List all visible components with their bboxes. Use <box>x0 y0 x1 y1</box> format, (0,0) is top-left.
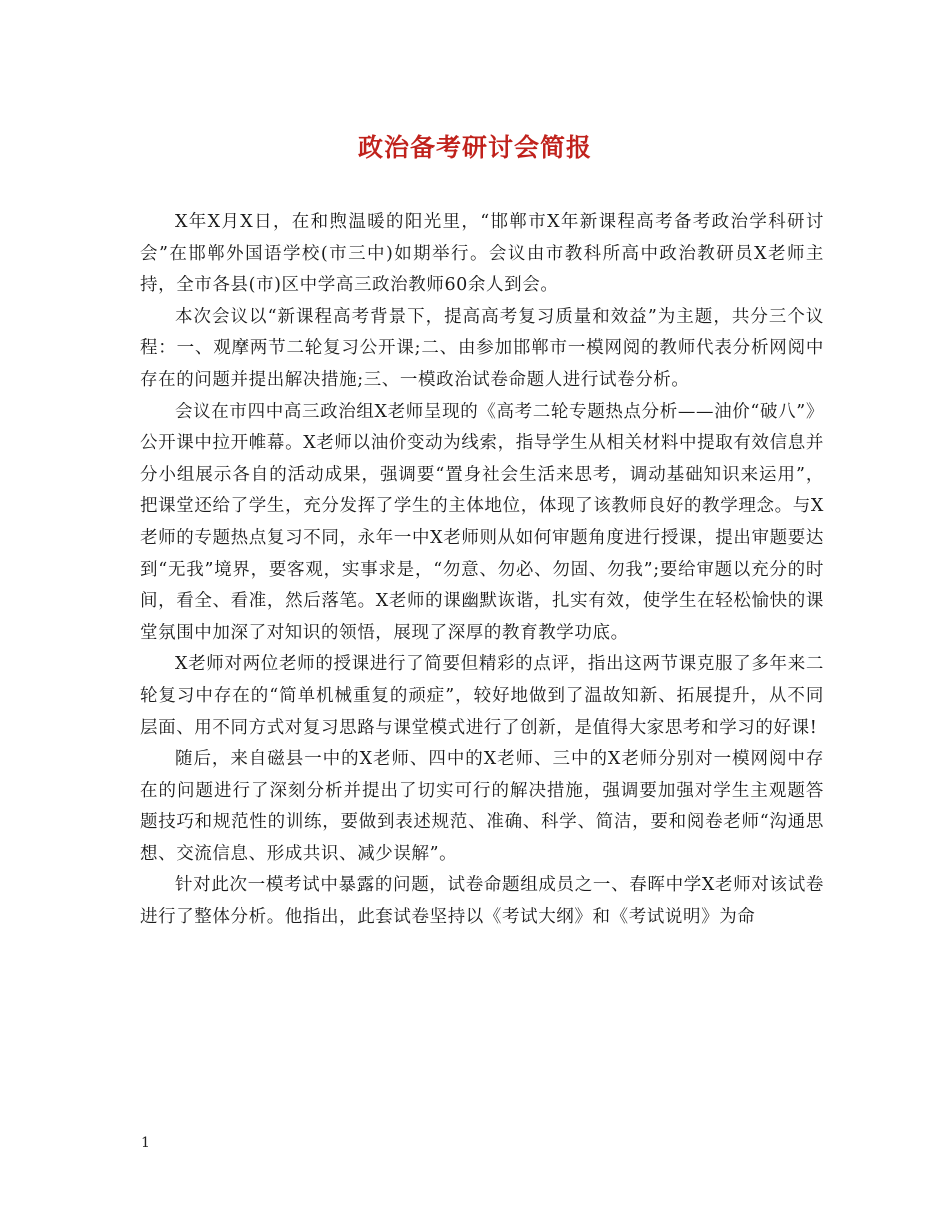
paragraph-lesson-review: X老师对两位老师的授课进行了简要但精彩的点评，指出这两节课克服了多年来二轮复习中存在的“简单机械重复的顽症”，较好地做到了温故知新、拓展提升，从不同层面、用不同方式对复习思路与课堂模式进行了创新，是值得大家思考和学习的好课! <box>140 654 824 738</box>
paragraph-agenda: 本次会议以“新课程高考背景下，提高高考复习质量和效益”为主题，共分三个议程：一、观摩两节二轮复习公开课;二、由参加邯郸市一模网阅的教师代表分析网阅中存在的问题并提出解决措施;三、一模政治试卷命题人进行试卷分析。 <box>140 306 824 390</box>
paragraph-meeting-intro: X年X月X日，在和煦温暖的阳光里，“邯郸市X年新课程高考备考政治学科研讨会”在邯郸外国语学校(市三中)如期举行。会议由市教科所高中政治教研员X老师主持，全市各县(市)区中学高三政治教师60余人到会。 <box>140 212 824 296</box>
paragraph-marking-analysis: 随后，来自磁县一中的X老师、四中的X老师、三中的X老师分别对一模网阅中存在的问题进行了深刻分析并提出了切实可行的解决措施，强调要加强对学生主观题答题技巧和规范性的训练，要做到表述规范、准确、科学、简洁，要和阅卷老师“沟通思想、交流信息、形成共识、减少误解”。 <box>140 749 824 864</box>
paragraph-paper-analysis: 针对此次一模考试中暴露的问题，试卷命题组成员之一、春晖中学X老师对该试卷进行了整体分析。他指出，此套试卷坚持以《考试大纲》和《考试说明》为命 <box>140 875 824 928</box>
paragraph-open-lessons: 会议在市四中高三政治组X老师呈现的《高考二轮专题热点分析——油价“破八”》公开课中拉开帷幕。X老师以油价变动为线索，指导学生从相关材料中提取有效信息并分小组展示各自的活动成果，强调要“置身社会生活来思考，调动基础知识来运用”，把课堂还给了学生，充分发挥了学生的主体地位，体现了该教师良好的教学理念。与X老师的专题热点复习不同，永年一中X老师则从如何审题角度进行授课，提出审题要达到“无我”境界，要客观，实事求是，“勿意、勿必、勿固、勿我”;要给审题以充分的时间，看全、看准，然后落笔。X老师的课幽默诙谐，扎实有效，使学生在轻松愉快的课堂氛围中加深了对知识的领悟，展现了深厚的教育教学功底。 <box>140 401 824 643</box>
document-title: 政治备考研讨会简报 <box>357 133 592 162</box>
page-number: 1 <box>141 1135 150 1151</box>
document-body <box>140 207 824 934</box>
